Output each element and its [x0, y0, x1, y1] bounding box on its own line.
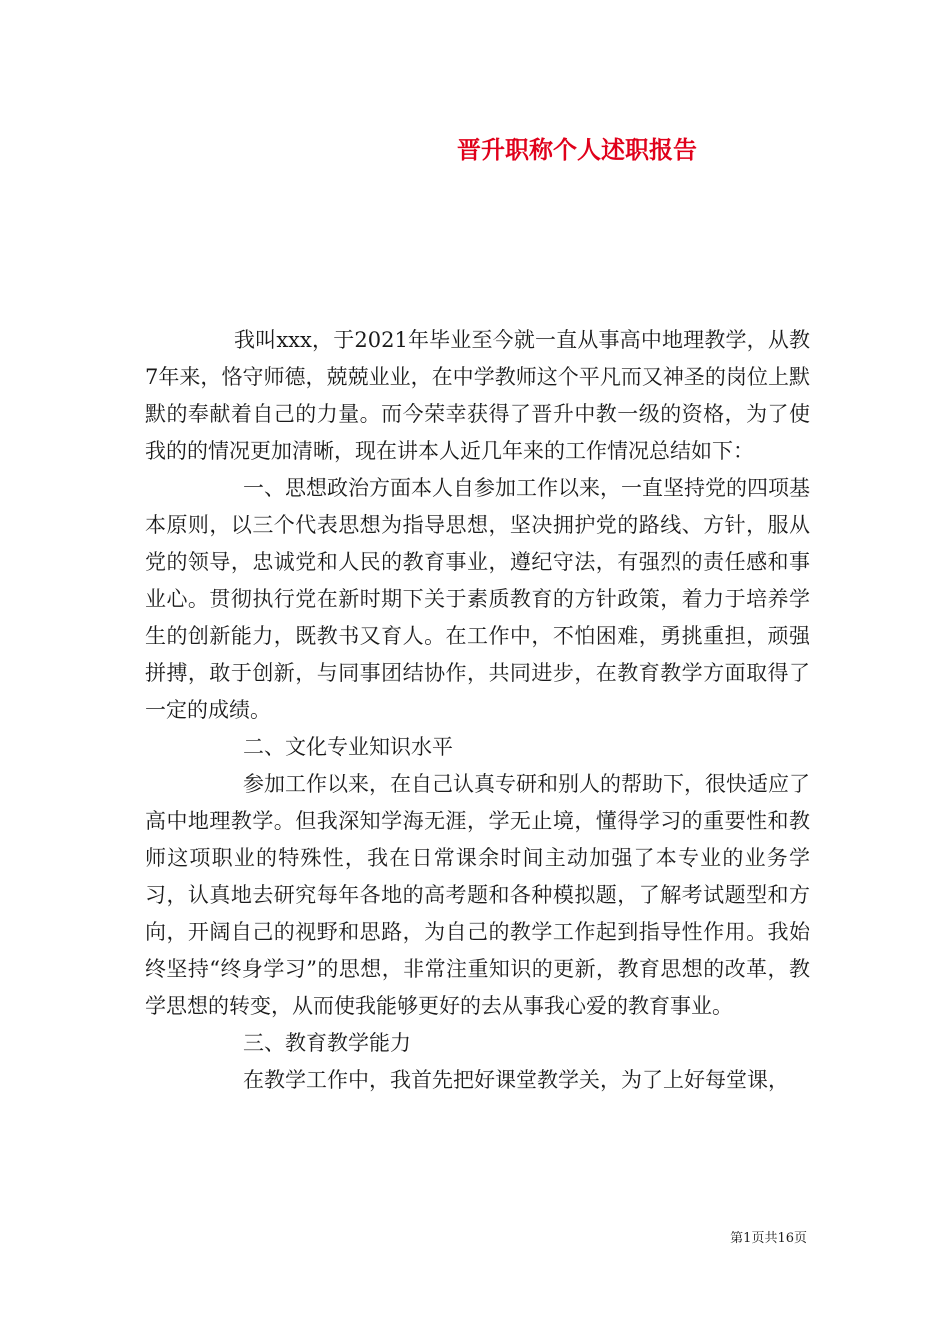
document-title: 晋升职称个人述职报告: [457, 135, 697, 164]
section-heading-teaching: 三、教育教学能力: [243, 1031, 411, 1055]
paragraph-knowledge: 参加工作以来，在自己认真专研和别人的帮助下，很快适应了高中地理教学。但我深知学海无涯，学无止境，懂得学习的重要性和教师这项职业的特殊性，我在日常课余时间主动加强了本专业的业务学习，认真地去研究每年各地的高考题和各种模拟题，了解考试题型和方向，开阔自己的视野和思路，为自己的教学工作起到指导性作用。我始终坚持“终身学习”的思想，非常注重知识的更新，教育思想的改革，教学思想的转变，从而使我能够更好的去从事我心爱的教育事业。: [145, 772, 810, 1018]
document-body: [145, 322, 810, 1099]
paragraph-political: 一、思想政治方面本人自参加工作以来，一直坚持党的四项基本原则，以三个代表思想为指导思想，坚决拥护党的路线、方针，服从党的领导，忠诚党和人民的教育事业，遵纪守法，有强烈的责任感和事业心。贯彻执行党在新时期下关于素质教育的方针政策，着力于培养学生的创新能力，既教书又育人。在工作中，不怕困难，勇挑重担，顽强拼搏，敢于创新，与同事团结协作，共同进步，在教育教学方面取得了一定的成绩。: [145, 476, 810, 722]
paragraph-teaching: 在教学工作中，我首先把好课堂教学关，为了上好每堂课，: [243, 1068, 789, 1092]
section-heading-knowledge: 二、文化专业知识水平: [243, 735, 453, 759]
paragraph-intro: 我叫xxx，于2021年毕业至今就一直从事高中地理教学，从教7年来，恪守师德，兢兢业业，在中学教师这个平凡而又神圣的岗位上默默的奉献着自己的力量。而今荣幸获得了晋升中教一级的资格，为了使我的的情况更加清晰，现在讲本人近几年来的工作情况总结如下：: [145, 328, 810, 463]
page-number-footer: 第1页共16页: [730, 1231, 807, 1246]
